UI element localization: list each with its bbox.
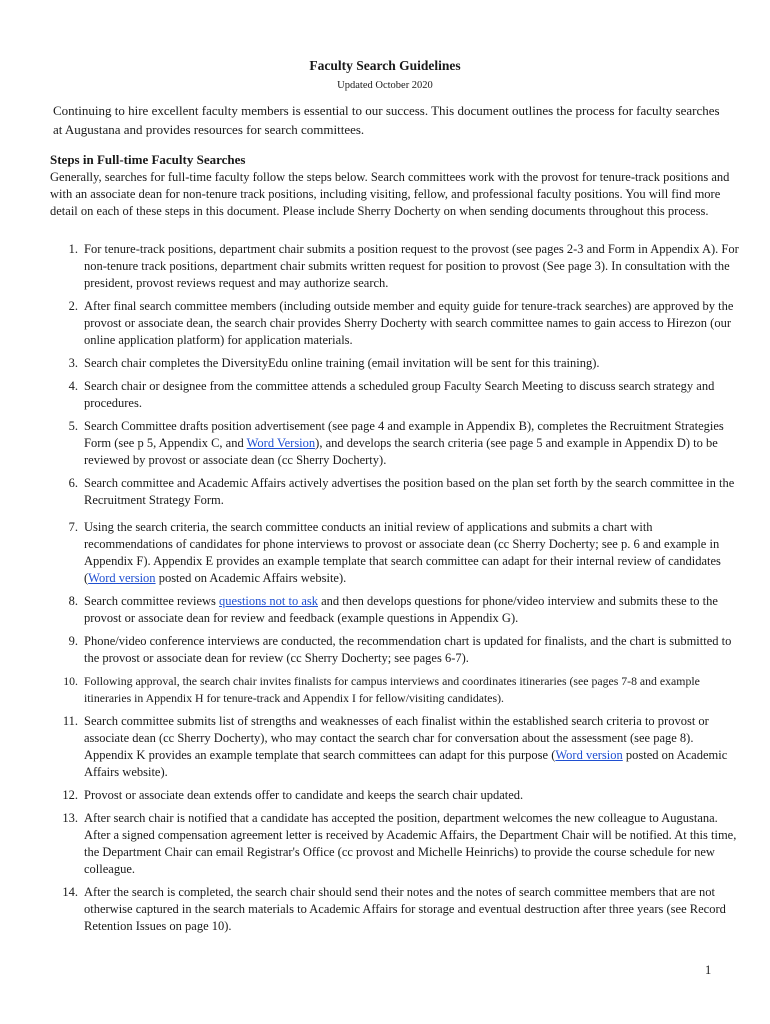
step-text	[84, 520, 721, 585]
step-item	[50, 519, 740, 587]
step-item	[50, 884, 740, 935]
step-item	[50, 355, 740, 372]
step-text-after: ), and develops the search criteria (see page 5 and example in Appendix D) to be reviewed by provost or associate dean (cc Sherry Docherty).	[84, 436, 718, 467]
document-updated-date: Updated October 2020	[337, 80, 433, 91]
step-item	[50, 810, 740, 878]
step-item	[50, 633, 740, 667]
step-text-after: posted on Academic Affairs website).	[84, 748, 728, 779]
overview-paragraph: Generally, searches for full-time faculty follow the steps below. Search committees work with the provost for tenure-track positions and with an associate dean for non-tenure track positions, including visiting, fellow, and professional faculty positions. You will find more detail on each of these steps in this document. Please include Sherry Docherty on when sending documents throughout this process.	[50, 170, 730, 218]
step-text: Phone/video conference interviews are conducted, the recommendation chart is updated for finalists, and the chart is submitted to the provost or associate dean for review (cc Sherry Docherty; see pages 6-7).	[84, 634, 732, 665]
step-text: Search chair or designee from the committee attends a scheduled group Faculty Search Meeting to discuss search strategy and procedures.	[84, 379, 715, 410]
page-number: 1	[705, 963, 712, 977]
step-item	[50, 673, 740, 707]
step-number: 9.	[68, 634, 78, 648]
step-number: 6.	[68, 476, 78, 490]
step-text: Search committee and Academic Affairs actively advertises the position based on the plan set forth by the search committee in the Recruitment Strategy Form.	[84, 476, 735, 507]
step-text-after: and then develops questions for phone/video interview and submits these to the provost or associate dean for review and feedback (example questions in Appendix G).	[84, 594, 718, 625]
step-number: 8.	[68, 594, 78, 608]
step-text	[84, 594, 718, 625]
step-text: Provost or associate dean extends offer to candidate and keeps the search chair updated.	[84, 788, 524, 802]
step-text-before: Search committee submits list of strengths and weaknesses of each finalist within the established search criteria to provost or associate dean (cc Sherry Docherty), who may contact the search char for conversation about the assessment (see page 8). Appendix K provides an example template that search committees can adapt for this purpose (	[84, 714, 709, 762]
step-text: After search chair is notified that a candidate has accepted the position, department welcomes the new colleague to Augustana. After a signed compensation agreement letter is received by Academic Affairs, the Department Chair will be notified. At this time, the Department Chair can email Registrar's Office (cc provost and Michelle Heinrichs) to provide the course schedule for new colleague.	[84, 811, 737, 876]
step-text: Following approval, the search chair invites finalists for campus interviews and coordinates itineraries (see pages 7-8 and example itineraries in Appendix H for tenure-track and Appendix I for fellow/visiting candidates).	[84, 674, 700, 705]
step-number: 10.	[63, 674, 78, 688]
step-text-before: Search Committee drafts position advertisement (see page 4 and example in Appendix B), completes the Recruitment Strategies Form (see p 5, Appendix C, and	[84, 419, 724, 450]
step-text	[84, 714, 727, 779]
step-text	[84, 419, 724, 467]
step-number: 11.	[62, 714, 78, 728]
word-version-link[interactable]: Word Version	[246, 436, 316, 450]
step-number: 5.	[68, 419, 78, 433]
questions-not-to-ask-link[interactable]: questions not to ask	[219, 594, 318, 608]
step-text-after: posted on Academic Affairs website).	[155, 571, 347, 585]
word-version-link[interactable]: Word version	[88, 571, 156, 585]
step-number: 12.	[62, 788, 78, 802]
step-item	[50, 787, 740, 804]
step-item	[50, 475, 740, 509]
step-item	[50, 418, 740, 469]
step-number: 13.	[62, 811, 78, 825]
step-item	[50, 713, 740, 781]
step-text: For tenure-track positions, department chair submits a position request to the provost (see pages 2-3 and Form in Appendix A). For non-tenure track positions, department chair submits written request for position to provost (See page 3). In consultation with the president, provost reviews request and may authorize search.	[84, 242, 739, 290]
step-number: 7.	[68, 520, 78, 534]
step-number: 2.	[68, 299, 78, 313]
step-text: After final search committee members (including outside member and equity guide for tenure-track searches) are approved by the provost or associate dean, the search chair provides Sherry Docherty with search committee names to gain access to Hirezon (our online application platform) for application materials.	[84, 299, 734, 347]
step-item	[50, 298, 740, 349]
step-number: 4.	[68, 379, 78, 393]
step-item	[50, 378, 740, 412]
step-item	[50, 241, 740, 292]
document-title: Faculty Search Guidelines	[309, 58, 461, 73]
step-text-before: Using the search criteria, the search committee conducts an initial review of applications and submits a chart with recommendations of candidates for phone interviews to provost or associate dean (cc Sherry Docherty; see p. 6 and example in Appendix F). Appendix E provides an example template that search committee can adapt for their internal review of candidates (	[84, 520, 721, 585]
step-text: Search chair completes the DiversityEdu online training (email invitation will be sent for this training).	[84, 356, 600, 370]
step-item	[50, 593, 740, 627]
section-heading: Steps in Full-time Faculty Searches	[50, 152, 246, 167]
intro-paragraph: Continuing to hire excellent faculty members is essential to our success. This document outlines the process for faculty searches at Augustana and provides resources for search committees.	[53, 103, 720, 137]
step-text-before: Search committee reviews	[84, 594, 220, 608]
step-number: 14.	[62, 885, 78, 899]
step-text: After the search is completed, the search chair should send their notes and the notes of search committee members that are not otherwise captured in the search materials to Academic Affairs for storage and eventual destruction after three years (see Record Retention Issues on page 10).	[84, 885, 726, 933]
steps-list	[50, 241, 740, 941]
step-number: 3.	[68, 356, 78, 370]
step-number: 1.	[68, 242, 78, 256]
word-version-link[interactable]: Word version	[555, 748, 623, 762]
